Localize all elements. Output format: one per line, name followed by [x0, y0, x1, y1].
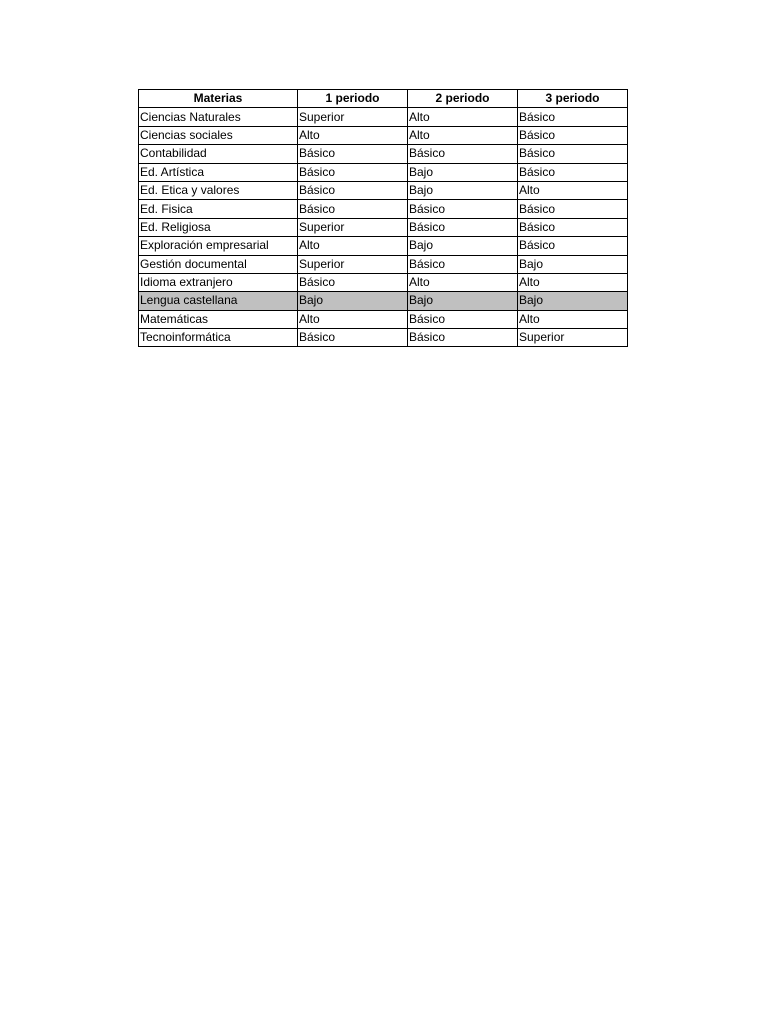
header-cell-materias: Materias	[139, 90, 298, 108]
table-row	[139, 292, 628, 310]
periodo-3-cell: Básico	[518, 126, 628, 144]
periodo-3-cell: Básico	[518, 145, 628, 163]
periodo-3-cell: Alto	[518, 181, 628, 199]
periodo-2-cell: Alto	[408, 126, 518, 144]
periodo-1-cell: Alto	[298, 310, 408, 328]
table-row	[139, 237, 628, 255]
periodo-3-cell: Básico	[518, 218, 628, 236]
grades-table	[138, 89, 628, 347]
periodo-2-cell: Bajo	[408, 292, 518, 310]
table-row	[139, 163, 628, 181]
periodo-2-cell: Básico	[408, 200, 518, 218]
periodo-1-cell: Alto	[298, 237, 408, 255]
periodo-1-cell: Alto	[298, 126, 408, 144]
subject-cell: Ciencias sociales	[139, 126, 298, 144]
table-row	[139, 181, 628, 199]
table-row	[139, 145, 628, 163]
periodo-1-cell: Básico	[298, 163, 408, 181]
periodo-2-cell: Bajo	[408, 237, 518, 255]
periodo-1-cell: Superior	[298, 218, 408, 236]
table-row	[139, 255, 628, 273]
periodo-3-cell: Alto	[518, 273, 628, 291]
header-cell-periodo-1: 1 periodo	[298, 90, 408, 108]
periodo-1-cell: Básico	[298, 181, 408, 199]
periodo-3-cell: Bajo	[518, 292, 628, 310]
subject-cell: Matemáticas	[139, 310, 298, 328]
periodo-1-cell: Bajo	[298, 292, 408, 310]
periodo-1-cell: Básico	[298, 329, 408, 347]
periodo-2-cell: Básico	[408, 255, 518, 273]
periodo-3-cell: Básico	[518, 108, 628, 126]
table-row	[139, 200, 628, 218]
periodo-1-cell: Básico	[298, 200, 408, 218]
subject-cell: Ed. Artística	[139, 163, 298, 181]
table-row	[139, 108, 628, 126]
periodo-1-cell: Superior	[298, 255, 408, 273]
periodo-2-cell: Básico	[408, 310, 518, 328]
periodo-2-cell: Básico	[408, 145, 518, 163]
periodo-2-cell: Alto	[408, 108, 518, 126]
periodo-1-cell: Superior	[298, 108, 408, 126]
subject-cell: Ciencias Naturales	[139, 108, 298, 126]
table-row	[139, 126, 628, 144]
subject-cell: Lengua castellana	[139, 292, 298, 310]
periodo-3-cell: Básico	[518, 200, 628, 218]
periodo-2-cell: Básico	[408, 329, 518, 347]
header-row	[139, 90, 628, 108]
subject-cell: Gestión documental	[139, 255, 298, 273]
table-row	[139, 329, 628, 347]
periodo-3-cell: Superior	[518, 329, 628, 347]
periodo-3-cell: Bajo	[518, 255, 628, 273]
subject-cell: Idioma extranjero	[139, 273, 298, 291]
periodo-1-cell: Básico	[298, 273, 408, 291]
header-cell-periodo-3: 3 periodo	[518, 90, 628, 108]
periodo-1-cell: Básico	[298, 145, 408, 163]
periodo-3-cell: Alto	[518, 310, 628, 328]
periodo-2-cell: Bajo	[408, 163, 518, 181]
table-row	[139, 218, 628, 236]
table-row	[139, 310, 628, 328]
periodo-3-cell: Básico	[518, 163, 628, 181]
header-cell-periodo-2: 2 periodo	[408, 90, 518, 108]
subject-cell: Ed. Etica y valores	[139, 181, 298, 199]
periodo-3-cell: Básico	[518, 237, 628, 255]
subject-cell: Ed. Fisica	[139, 200, 298, 218]
subject-cell: Tecnoinformática	[139, 329, 298, 347]
periodo-2-cell: Básico	[408, 218, 518, 236]
subject-cell: Exploración empresarial	[139, 237, 298, 255]
table-row	[139, 273, 628, 291]
periodo-2-cell: Alto	[408, 273, 518, 291]
table-body	[139, 108, 628, 347]
subject-cell: Contabilidad	[139, 145, 298, 163]
subject-cell: Ed. Religiosa	[139, 218, 298, 236]
periodo-2-cell: Bajo	[408, 181, 518, 199]
